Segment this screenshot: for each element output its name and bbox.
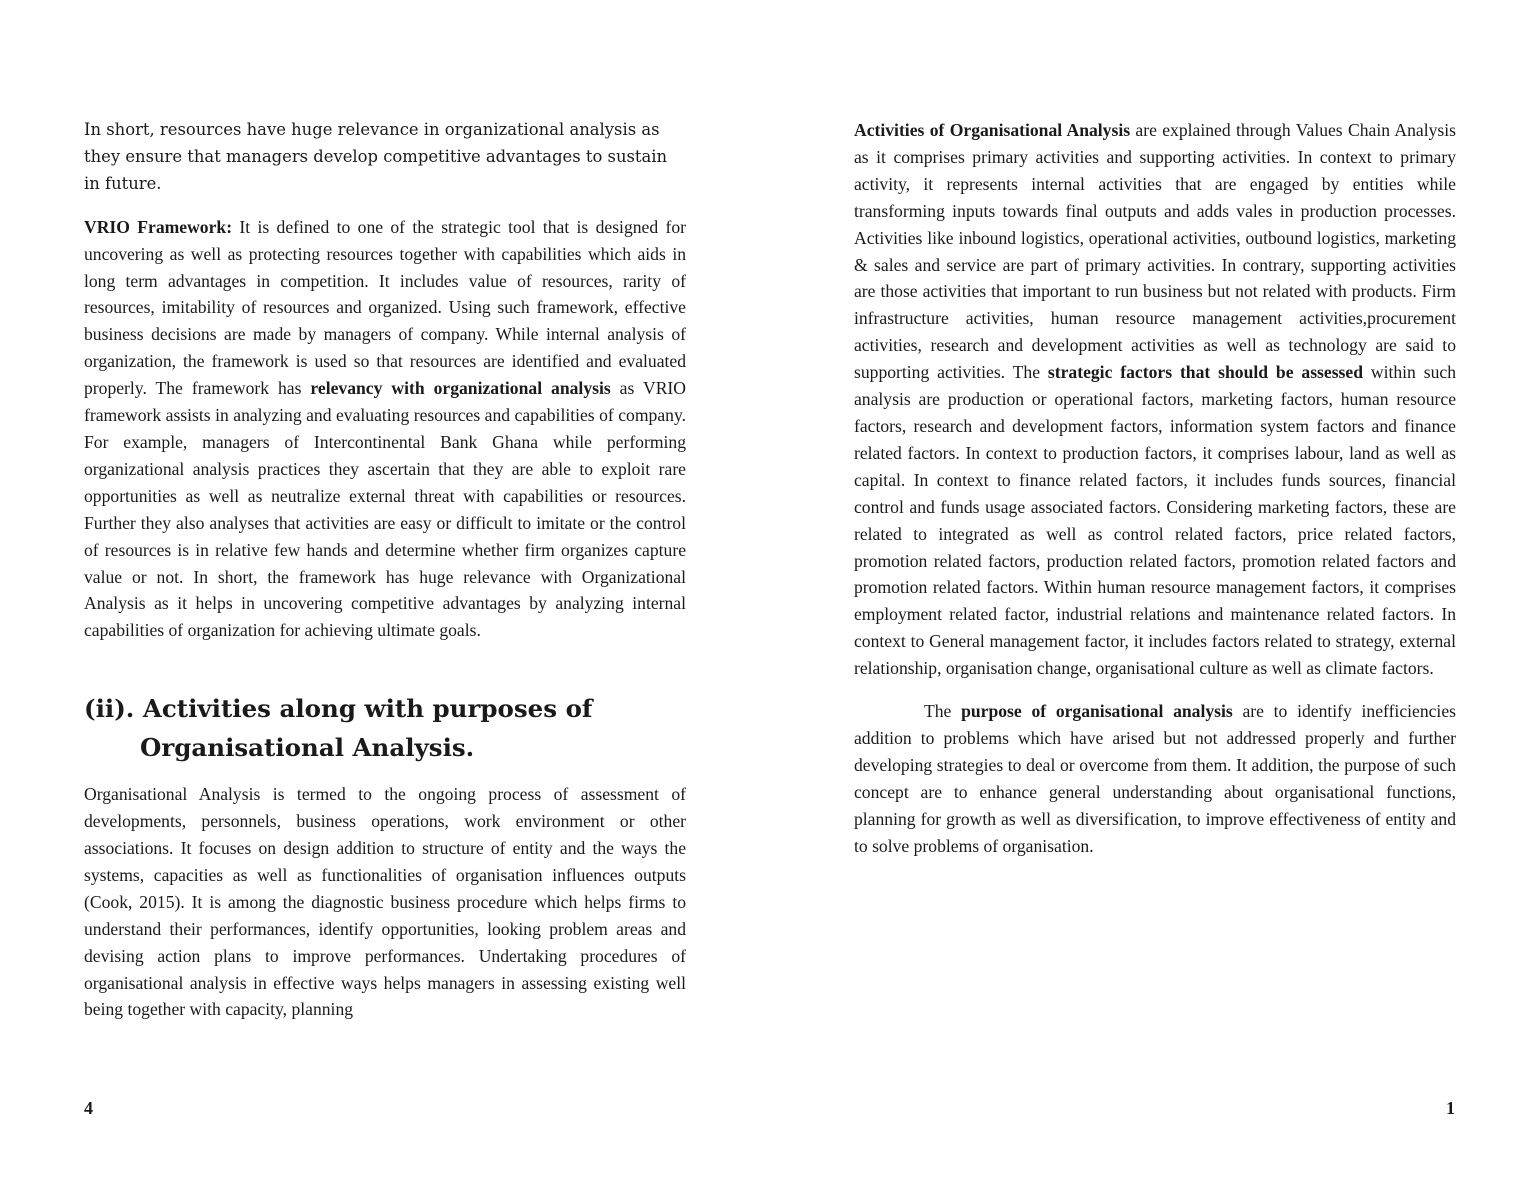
activities-text-2: within such analysis are production or operational factors, marketing factors, human resource factors, research and development factors, information system factors and finance related factors. In context to production factors, it comprises labour, land as well as capital. In context to finance related factors, it includes funds sources, financial control and funds usage associated factors. Considering marketing factors, these are related to integrated as well as control related factors, price related factors, promotion related factors, production related factors, promotion related factors and promotion related factors. Within human resource management factors, it comprises employment related factor, industrial relations and maintenance related factors. In context to General management factor, it includes factors related to strategy, external relationship, organisation change, organisational culture as well as climate factors. xyxy=(854,362,1457,679)
left-page-number: 4 xyxy=(84,1098,93,1118)
vrio-paragraph xyxy=(84,214,686,645)
right-page-number: 1 xyxy=(1446,1098,1455,1118)
strategic-factors-phrase: strategic factors that should be assessed xyxy=(1047,362,1363,383)
intro-paragraph: In short, resources have huge relevance in organizational analysis as they ensure that managers develop competitive advantages to sustain in future. xyxy=(84,120,668,193)
right-page-column xyxy=(854,117,1456,859)
left-page-column xyxy=(84,117,686,1072)
purpose-paragraph xyxy=(854,698,1456,859)
purpose-text-2: are to identify inefficiencies addition to problems which have arised but not addressed properly and further developing strategies to deal or overcome from them. It addition, the purpose of such concept are to enhance general understanding about organisational functions, planning for growth as well as diversification, to improve effectiveness of entity and to solve problems of organisation. xyxy=(854,701,1456,856)
vrio-bold-phrase: relevancy with organizational analysis xyxy=(310,378,611,399)
activities-text-1: are explained through Values Chain Analysis as it comprises primary activities and supporting activities. In context to primary activity, it represents internal activities that are engaged by entities while transforming inputs towards final outputs and adds vales in production processes. Activities like inbound logistics, operational activities, outbound logistics, marketing & sales and service are part of primary activities. In contrary, supporting activities are those activities that important to run business but not related with products. Firm infrastructure activities, human resource management activities,procurement activities, research and development activities as well as technology are said to supporting activities. The xyxy=(854,120,1456,383)
vrio-lead: VRIO Framework: xyxy=(84,216,233,237)
purpose-text-1: The xyxy=(924,701,962,722)
activities-paragraph xyxy=(854,117,1456,682)
vrio-text-1: It is defined to one of the strategic tool that is designed for uncovering as well as protecting resources together with capabilities which aids in long term advantages in competition. It includes value of resources, rarity of resources, imitability of resources and organized. Using such framework, effective business decisions are made by managers of company. While internal analysis of organization, the framework is used so that resources are identified and evaluated properly. The framework has xyxy=(84,216,686,399)
purpose-bold-phrase: purpose of organisational analysis xyxy=(961,701,1233,722)
activities-lead: Activities of Organisational Analysis xyxy=(854,120,1131,140)
section-heading: (ii). Activities along with purposes of Organisational Analysis. xyxy=(84,694,593,763)
organisational-analysis-paragraph: Organisational Analysis is termed to the ongoing process of assessment of developments, personnels, business operations, work environment or other associations. It focuses on design addition to structure of entity and the ways the systems, capacities as well as functionalities of organisation influences outputs (Cook, 2015). It is among the diagnostic business procedure which helps firms to understand their performances, identify opportunities, looking problem areas and devising action plans to improve performances. Undertaking procedures of organisational analysis in effective ways helps managers in assessing existing well being together with capacity, planning xyxy=(84,784,686,1020)
vrio-text-2: as VRIO framework assists in analyzing and evaluating resources and capabilities of company. For example, managers of Intercontinental Bank Ghana while performing organizational analysis practices they ascertain that they are able to exploit rare opportunities as well as neutralize external threat with capabilities or resources. Further they also analyses that activities are easy or difficult to imitate or the control of resources is in relative few hands and determine whether firm organizes capture value or not. In short, the framework has huge relevance with Organizational Analysis as it helps in uncovering competitive advantages by analyzing internal capabilities of organization for achieving ultimate goals. xyxy=(84,378,686,641)
